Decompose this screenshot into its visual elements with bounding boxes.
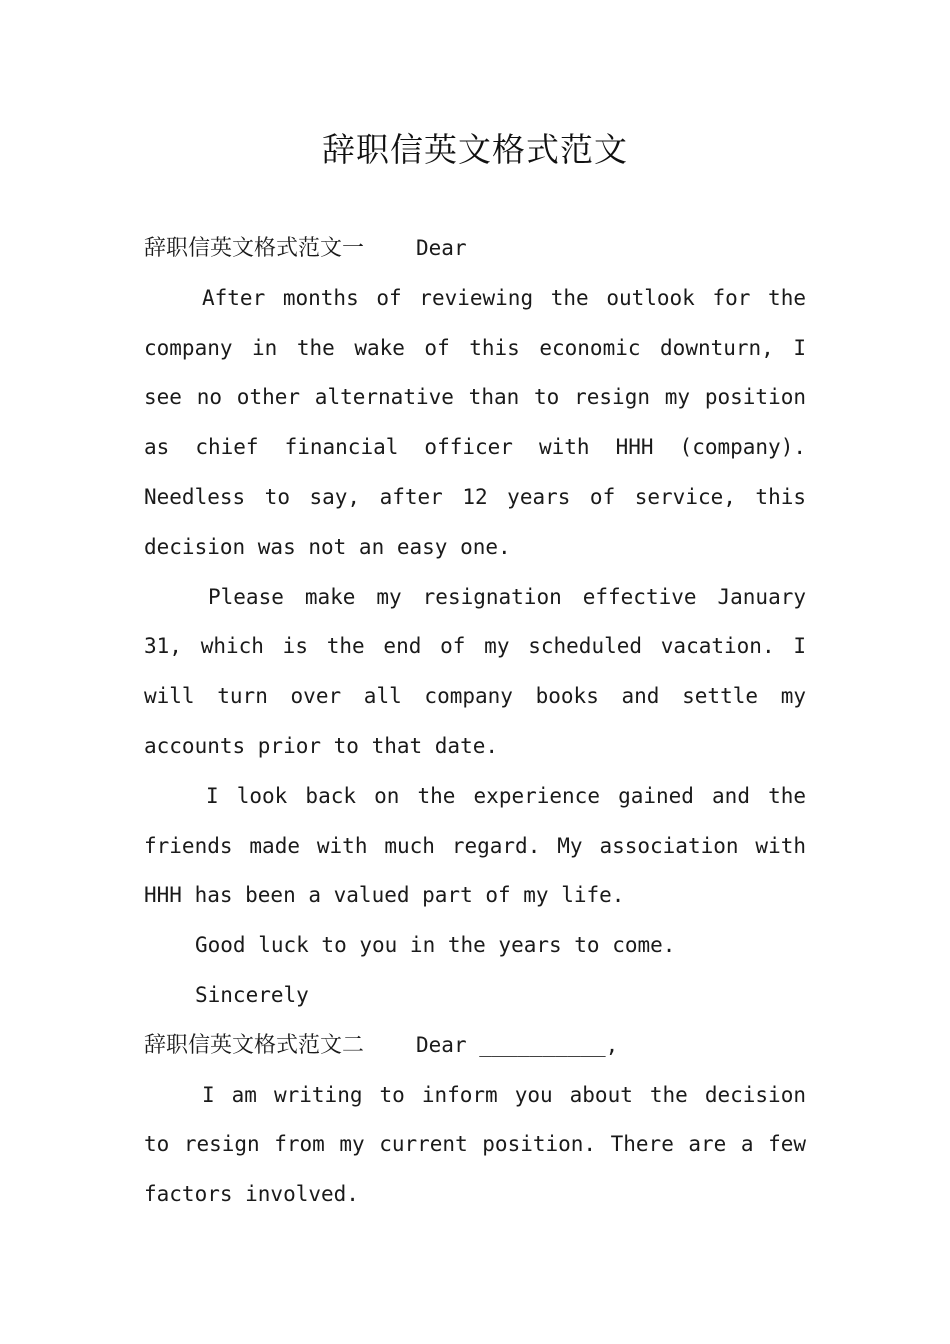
section1-para3-line-3: HHH has been a valued part of my life. (144, 883, 625, 908)
document-title: 辞职信英文格式范文 (322, 130, 628, 169)
document-body (144, 224, 806, 1220)
section1-para2-line-2: 31, which is the end of my scheduled vacation. I (144, 634, 806, 659)
section2-para1-line-2: to resign from my current position. There are a few (144, 1132, 806, 1157)
section2-heading: 辞职信英文格式范文二 (144, 1032, 365, 1058)
section1-heading-line (144, 224, 806, 274)
section1-para3-line-1: I look back on the experience gained and the (206, 783, 806, 808)
section1-para1-line-4: as chief financial officer with HHH (company). (144, 435, 806, 460)
section1-para2-line-1: Please make my resignation effective January (208, 584, 806, 609)
section1-para1-line-3: see no other alternative than to resign my position (144, 385, 806, 410)
section1-salutation: Dear (416, 236, 467, 260)
section2-salutation: Dear __________, (416, 1032, 619, 1057)
section1-para1-line-2: company in the wake of this economic downturn, I (144, 335, 806, 360)
section1-para3-line-2: friends made with much regard. My association with (144, 833, 806, 858)
section1-heading: 辞职信英文格式范文一 (144, 236, 365, 261)
section1-para2-line-3: will turn over all company books and settle my (144, 684, 806, 709)
section2-heading-line (144, 1021, 806, 1071)
section1-signoff: Sincerely (195, 982, 309, 1007)
section1-para1-line-1: After months of reviewing the outlook for the (202, 285, 806, 310)
section1-para2-line-4: accounts prior to that date. (144, 733, 499, 758)
section1-para1-line-6: decision was not an easy one. (144, 534, 511, 559)
section2-para1-line-3: factors involved. (144, 1182, 359, 1207)
section1-para1-line-5: Needless to say, after 12 years of service, this (144, 484, 806, 509)
section2-para1-line-1: I am writing to inform you about the decision (202, 1082, 806, 1107)
section1-closing-line: Good luck to you in the years to come. (195, 933, 676, 958)
